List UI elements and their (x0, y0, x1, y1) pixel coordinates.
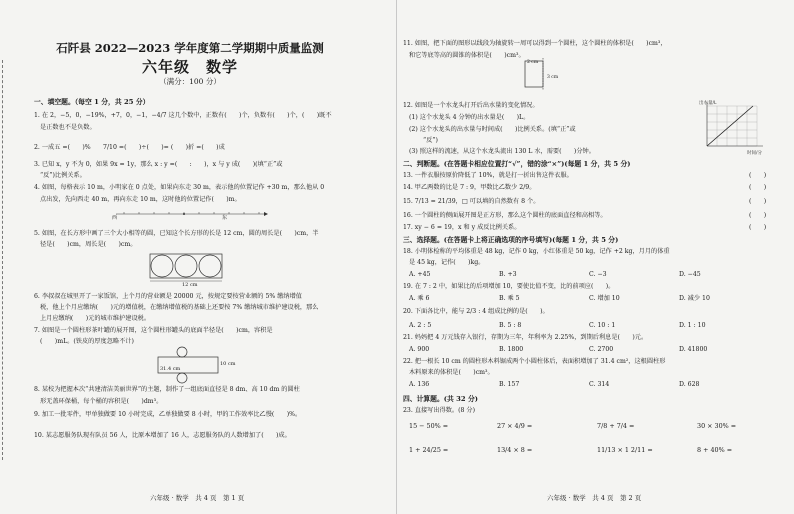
question-12-part3: (3) 照这样的流速，从这个水龙头流出 130 L 水，需要( )分钟。 (409, 148, 595, 155)
choice-20: 20. 下面各比中，能与 2/3 : 4 组成比例的是( )。 (403, 308, 549, 315)
question-6-cont2: 上月应缴纳( )元的城市维护建设税。 (40, 315, 151, 322)
calc-item: 7/8 + 7/4 = (597, 422, 635, 430)
question-4-cont: 点出发，先向西走 40 m，再向东走 10 m，这时他的位置记作( )m。 (40, 196, 241, 203)
choice-22-cont: 木料原来的体积是( )cm³。 (409, 369, 494, 376)
question-1: 1. 在 2，−5，0，−19%，+7，0，−1，−4/7 这几个数中，正数有( )个，负数有( )个，( )既不 (34, 112, 332, 119)
question-6: 6. 李叔叔在城里开了一家饭馆，上个月的营业额是 20000 元，按规定要按营业额的 5% 缴纳增值 (34, 293, 302, 300)
exam-title: 石阡县 2022—2023 学年度第二学期期中质量监测 (56, 41, 324, 55)
choice-21-option-b[interactable]: B. 1800 (499, 346, 524, 353)
axis-direction-label: 西 东 (112, 215, 228, 221)
judgement-15-answer[interactable]: ( ) (749, 198, 767, 205)
choice-20-option-d[interactable]: D. 1 : 10 (679, 322, 706, 329)
choice-20-option-c[interactable]: C. 10 : 1 (589, 322, 616, 329)
choice-19: 19. 在 7 : 2 中，如果比的后项增加 10，要使比值不变，比的前项应( )。 (403, 283, 615, 290)
question-5: 5. 如图，在长方形中画了三个大小相等的圆，已知这个长方形的长是 12 cm，圆的周长是( )cm，半 (34, 230, 319, 237)
question-12-part2-cont: “反”) (423, 137, 438, 144)
judgement-16-answer[interactable]: ( ) (749, 212, 767, 219)
choice-22-option-c[interactable]: C. 314 (589, 381, 610, 388)
calc-item: 13/4 × 8 = (497, 446, 533, 454)
section-calculation: 四、计算题。(共 32 分) (403, 395, 478, 403)
choice-18-option-c[interactable]: C. −3 (589, 271, 607, 278)
judgement-14: 14. 甲乙两数的比是 7 : 9，甲数比乙数少 2/9。 (403, 184, 536, 191)
choice-18: 18. 小明体检称的平均体重是 48 kg，记作 0 kg，小红体重是 50 kg，记作 +2 kg，月月的体重 (403, 248, 670, 255)
judgement-16: 16. 一个圆柱的侧面展开图是正方形，那么这个圆柱的底面直径和高相等。 (403, 212, 607, 219)
choice-19-option-c[interactable]: C. 增加 10 (589, 295, 620, 302)
judgement-13: 13. 一件衣服按原价降低了 10%，就是打一折出售这件衣服。 (403, 172, 573, 179)
graph-x-axis-label: 时间/分 (747, 151, 763, 156)
page-footer-2: 六年级 · 数学 共 4 页 第 2 页 (547, 494, 642, 502)
section-judgement: 二、判断题。(在答题卡相应位置打“√”，错的涂“×”)(每题 1 分，共 5 分) (403, 160, 631, 168)
choice-20-option-a[interactable]: A. 2 : 5 (409, 322, 432, 329)
figure-5-length-label: 12 cm (182, 282, 198, 288)
full-score: （满分：100 分） (159, 77, 221, 86)
question-12-part2: (2) 这个水龙头的出水量与时间成( )比例关系。(填“正”或 (409, 126, 576, 133)
choice-22-option-d[interactable]: D. 628 (679, 381, 700, 388)
water-flow-graph (697, 100, 769, 158)
question-12: 12. 如图是一个水龙头打开后出水量的变化情况。 (403, 102, 539, 109)
calc-item: 8 + 40% = (697, 446, 733, 454)
choice-18-option-b[interactable]: B. +3 (499, 271, 517, 278)
choice-22-option-a[interactable]: A. 136 (409, 381, 430, 388)
question-4: 4. 如图，每格表示 10 m，小明家在 0 点处，如果向东走 30 m，表示他的位置记作 +30 m，那么他从 0 (34, 184, 325, 191)
figure-7-height-label: 10 cm (220, 361, 236, 367)
choice-21-option-d[interactable]: D. 41800 (679, 346, 708, 353)
three-circles-figure (148, 252, 228, 284)
choice-18-cont: 是 45 kg，记作( )kg。 (409, 259, 485, 266)
question-8-cont: 形无盖环保桶，每个桶的容积是( )dm³。 (40, 398, 163, 405)
judgement-13-answer[interactable]: ( ) (749, 172, 767, 179)
figure-7-width-label: 31.4 cm (160, 366, 181, 372)
question-8: 8. 某校为把握本次“共建清洁美丽世界”的主题，制作了一组底面直径是 8 dm、高 10 dm 的圆柱 (34, 386, 300, 393)
choice-18-option-a[interactable]: A. +45 (409, 271, 431, 278)
figure-11-height-label: 3 cm (547, 75, 559, 80)
calc-item: 30 × 30% = (697, 422, 737, 430)
choice-22-option-b[interactable]: B. 157 (499, 381, 520, 388)
right-page (397, 0, 794, 514)
calc-item: 27 × 4/9 = (497, 422, 533, 430)
choice-19-option-d[interactable]: D. 减少 10 (679, 295, 710, 302)
question-11-cont: 和它等底等高的圆锥的体积是( )cm³。 (409, 52, 525, 59)
exam-subject: 六年级 数学 (141, 58, 238, 76)
question-3: 3. 已知 x，y 不为 0，如果 9x = 1y，那么 x : y =( : )，x 与 y 成( )(填“正”或 (34, 161, 283, 168)
section-choice: 三、选择题。(在答题卡上将正确选项的序号填写)(每题 1 分，共 5 分) (403, 236, 619, 244)
question-2: 2. 一成五 =( )% 7/10 =( )÷( )= ( )折 =( )成 (34, 144, 225, 151)
question-1-cont: 是正数也不是负数。 (40, 124, 96, 131)
choice-21-option-c[interactable]: C. 2700 (589, 346, 614, 353)
choice-19-option-b[interactable]: B. 乘 5 (499, 295, 520, 302)
judgement-14-answer[interactable]: ( ) (749, 184, 767, 191)
question-6-cont: 税，他上个月应缴纳( )元的增值税，在缴纳增值税的基础上还要按 7% 缴纳城市维护建设税，那么 (40, 304, 319, 311)
calc-item: 11/13 × 1 2/11 = (597, 446, 653, 454)
question-12-part1: (1) 这个水龙头 4 分钟的出水量是( )L。 (409, 114, 530, 121)
question-3-cont: “反”)比例关系。 (40, 172, 86, 179)
judgement-17-answer[interactable]: ( ) (749, 224, 767, 231)
choice-21: 21. 妈妈把 4 万元钱存入银行，存期为三年，年利率为 2.25%，到期后利息是( )元。 (403, 334, 648, 341)
question-11: 11. 如图，把下面的图形以线段为轴旋转一周可以得到一个圆柱，这个圆柱的体积是( )cm³， (403, 40, 667, 47)
question-7: 7. 如图是一个圆柱形茶叶罐的展开图，这个圆柱形罐头的底面半径是( )cm，容积是 (34, 327, 273, 334)
question-7-cont: ( )mL。(铁皮的厚度忽略不计) (40, 338, 134, 345)
choice-18-option-d[interactable]: D. −45 (679, 271, 701, 278)
figure-11-width-label: 2 cm (527, 60, 539, 65)
question-10: 10. 某志愿服务队现有队员 56 人，比原本增加了 16 人，志愿服务队的人数增加了( )成。 (34, 432, 291, 439)
question-9: 9. 加工一批零件，甲单独做要 10 小时完成，乙单独做要 8 小时，甲的工作效率比乙慢( )%。 (34, 411, 302, 418)
question-5-cont: 径是( )cm，周长是( )cm。 (40, 241, 137, 248)
calc-item: 1 + 24/25 = (409, 446, 449, 454)
judgement-17: 17. xy − 6 = 19，x 和 y 成反比例关系。 (403, 224, 521, 231)
judgement-15: 15. 7/13 = 21/39，□ 可以填的自然数有 8 个。 (403, 198, 540, 205)
page-footer-1: 六年级 · 数学 共 4 页 第 1 页 (150, 494, 245, 502)
choice-22: 22. 把一根长 10 cm 的圆柱形木料锯成两个小圆柱体后，表面积增加了 31.4 cm²，这根圆柱形 (403, 358, 666, 365)
choice-20-option-b[interactable]: B. 5 : 8 (499, 322, 522, 329)
calc-item: 15 − 50% = (409, 422, 449, 430)
section-fill-in: 一、填空题。（每空 1 分，共 25 分） (34, 98, 150, 106)
choice-19-option-a[interactable]: A. 乘 6 (409, 295, 430, 302)
graph-y-axis-label: 出水量/L (699, 101, 717, 106)
question-23: 23. 直接写出得数。(8 分) (403, 407, 476, 414)
choice-21-option-a[interactable]: A. 900 (409, 346, 430, 353)
